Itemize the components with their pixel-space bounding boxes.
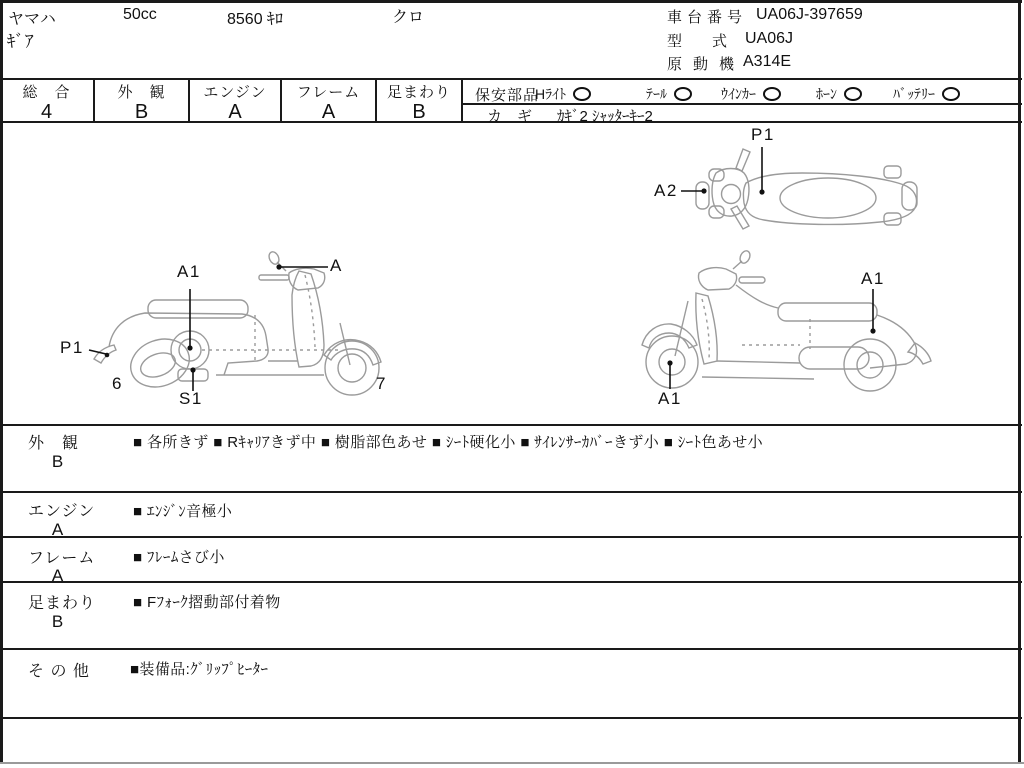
ok-circle-mark (942, 87, 960, 101)
leftview-front-hub (338, 354, 366, 382)
section-note: ■ ｴﾝｼﾞﾝ音極小 (133, 503, 233, 520)
grade-label: 総 合 (22, 84, 71, 101)
key-label: カ ギ (487, 108, 533, 125)
safety-item-taillight (646, 84, 692, 104)
rightview-rear-body (870, 315, 917, 368)
rightview-seam-shield (702, 299, 709, 359)
topview-seat (780, 178, 876, 218)
leftview-front-fender (324, 340, 381, 365)
section-grade: A (51, 520, 64, 539)
section-other (0, 650, 1022, 719)
topview-grip-left (736, 149, 750, 171)
section-exterior (0, 426, 1022, 493)
grade-cell-frame (282, 80, 377, 121)
chassis-number-value: UA06J-397659 (756, 6, 863, 23)
grade-value: B (412, 101, 426, 123)
callout-p1-leftview: P1 (60, 338, 84, 357)
section-engine (0, 493, 1022, 538)
leftview-handlebar (259, 275, 289, 280)
grade-label: 外 観 (117, 84, 166, 101)
safety-item-name: ﾃｰﾙ (646, 86, 667, 102)
engine-code-value: A314E (743, 53, 792, 70)
leftview-seam-shield (305, 275, 315, 347)
callout-p1-topview: P1 (751, 125, 775, 144)
mileage: 8560 ｷﾛ (227, 11, 284, 28)
model-code-label: 型 式 (667, 33, 728, 50)
safety-parts-row (463, 80, 1022, 105)
section-undercarriage (0, 583, 1022, 650)
section-label: そ の 他 (28, 663, 90, 680)
grade-cell-engine (190, 80, 282, 121)
topview-body (743, 173, 916, 224)
grade-table (0, 78, 1022, 123)
topview-front-fender (696, 182, 709, 209)
safety-item-name: Hﾗｲﾄ (535, 86, 567, 102)
ok-circle-mark (573, 87, 591, 101)
section-note: ■ 各所きず ■ Rｷｬﾘｱきず中 ■ 樹脂部色あせ ■ ｼｰﾄ硬化小 ■ ｻｲﾚﾝｻｰｶﾊﾞｰきず小 ■ ｼｰﾄ色あせ小 (133, 434, 764, 451)
model-code-value: UA06J (745, 30, 794, 47)
grade-label: フレーム (296, 84, 361, 101)
key-row (463, 105, 1022, 125)
section-label: エンジン (28, 503, 96, 520)
grade-value: A (228, 101, 242, 123)
section-grade: A (51, 566, 64, 585)
rightview-floor-bottom (702, 377, 814, 379)
model-name: ｷﾞｱ (7, 32, 35, 51)
engine-displacement: 50cc (123, 6, 157, 23)
grade-label: 足まわり (386, 84, 451, 101)
section-label: 外 観 (28, 435, 80, 452)
leftview-leg-shield (292, 271, 324, 367)
topview-head (722, 185, 741, 204)
safety-item-name: ｳｲﾝｶｰ (721, 86, 756, 102)
callout-front-tire-grade: 7 (376, 374, 387, 393)
grade-value: B (134, 101, 149, 123)
grade-label: エンジン (203, 84, 267, 101)
rightview-seat (778, 303, 877, 321)
callout-a1-rightview-front: A1 (658, 389, 682, 408)
grade-cell-overall (0, 80, 95, 121)
safety-item-headlight (535, 84, 591, 104)
rightview-handle-console (698, 268, 736, 290)
sheet-border-bottom (0, 762, 1024, 764)
callout-a1-rightview-rear: A1 (861, 269, 885, 288)
rightview-rear-hub (857, 352, 883, 378)
section-grade: B (51, 452, 64, 471)
topview-tail (902, 182, 917, 210)
engine-code-label: 原動機 (667, 56, 746, 73)
callout-leader-lines (89, 147, 873, 391)
safety-parts-label: 保安部品 (475, 87, 540, 104)
section-label: フレーム (28, 550, 96, 567)
ok-circle-mark (844, 87, 862, 101)
grade-cell-undercarriage (377, 80, 463, 121)
safety-item-name: ﾎｰﾝ (816, 86, 837, 102)
rightview-leg-shield (696, 293, 717, 364)
topview-mirror-right (709, 206, 724, 218)
rightview-handlebar (739, 277, 765, 283)
topview-rear-flap-left (884, 166, 901, 178)
section-note: ■ Fﾌｫｰｸ摺動部付着物 (133, 594, 281, 611)
section-frame (0, 538, 1022, 583)
safety-parts-section (463, 80, 1022, 125)
leftview-seat (148, 300, 248, 318)
callout-a1-leftview: A1 (177, 262, 201, 281)
callout-s1-leftview: S1 (179, 389, 203, 408)
rightview-body-top (736, 285, 778, 308)
leftview-handle-console (289, 268, 325, 290)
safety-item-battery (893, 84, 960, 104)
key-value: ｶｷﾞ2 ｼｬｯﾀｰｷｰ2 (557, 108, 653, 125)
section-grade: B (51, 612, 64, 631)
callout-a2-topview: A2 (654, 181, 678, 200)
callout-dots (105, 188, 876, 372)
section-note: ■装備品:ｸﾞﾘｯﾌﾟﾋｰﾀｰ (130, 661, 269, 678)
callout-a-leftview: A (330, 256, 343, 275)
section-label: 足まわり (28, 595, 97, 612)
body-color: クロ (392, 9, 425, 26)
condition-sections (0, 426, 1022, 719)
safety-item-horn (816, 84, 862, 104)
section-note: ■ ﾌﾚｰﾑさび小 (133, 549, 225, 566)
ok-circle-mark (763, 87, 781, 101)
grade-value: 4 (40, 101, 53, 123)
leftview-rear-hub (137, 349, 178, 382)
ok-circle-mark (674, 87, 692, 101)
topview-mirror-left (709, 169, 724, 181)
sheet-border-left (0, 0, 3, 763)
scooter-sketches (94, 149, 931, 395)
chassis-number-label: 車台番号 (667, 9, 748, 26)
safety-item-winker (721, 84, 781, 104)
callout-rear-tire-grade: 6 (112, 374, 123, 393)
sheet-border-right (1018, 0, 1021, 763)
sheet-border-top (0, 0, 1022, 3)
grade-cell-exterior (95, 80, 190, 121)
grade-value: A (321, 101, 336, 123)
safety-item-name: ﾊﾞｯﾃﾘｰ (893, 86, 935, 102)
maker-name: ヤマハ (8, 11, 56, 28)
rightview-fork (675, 301, 688, 356)
rightview-floor-top (717, 361, 800, 363)
